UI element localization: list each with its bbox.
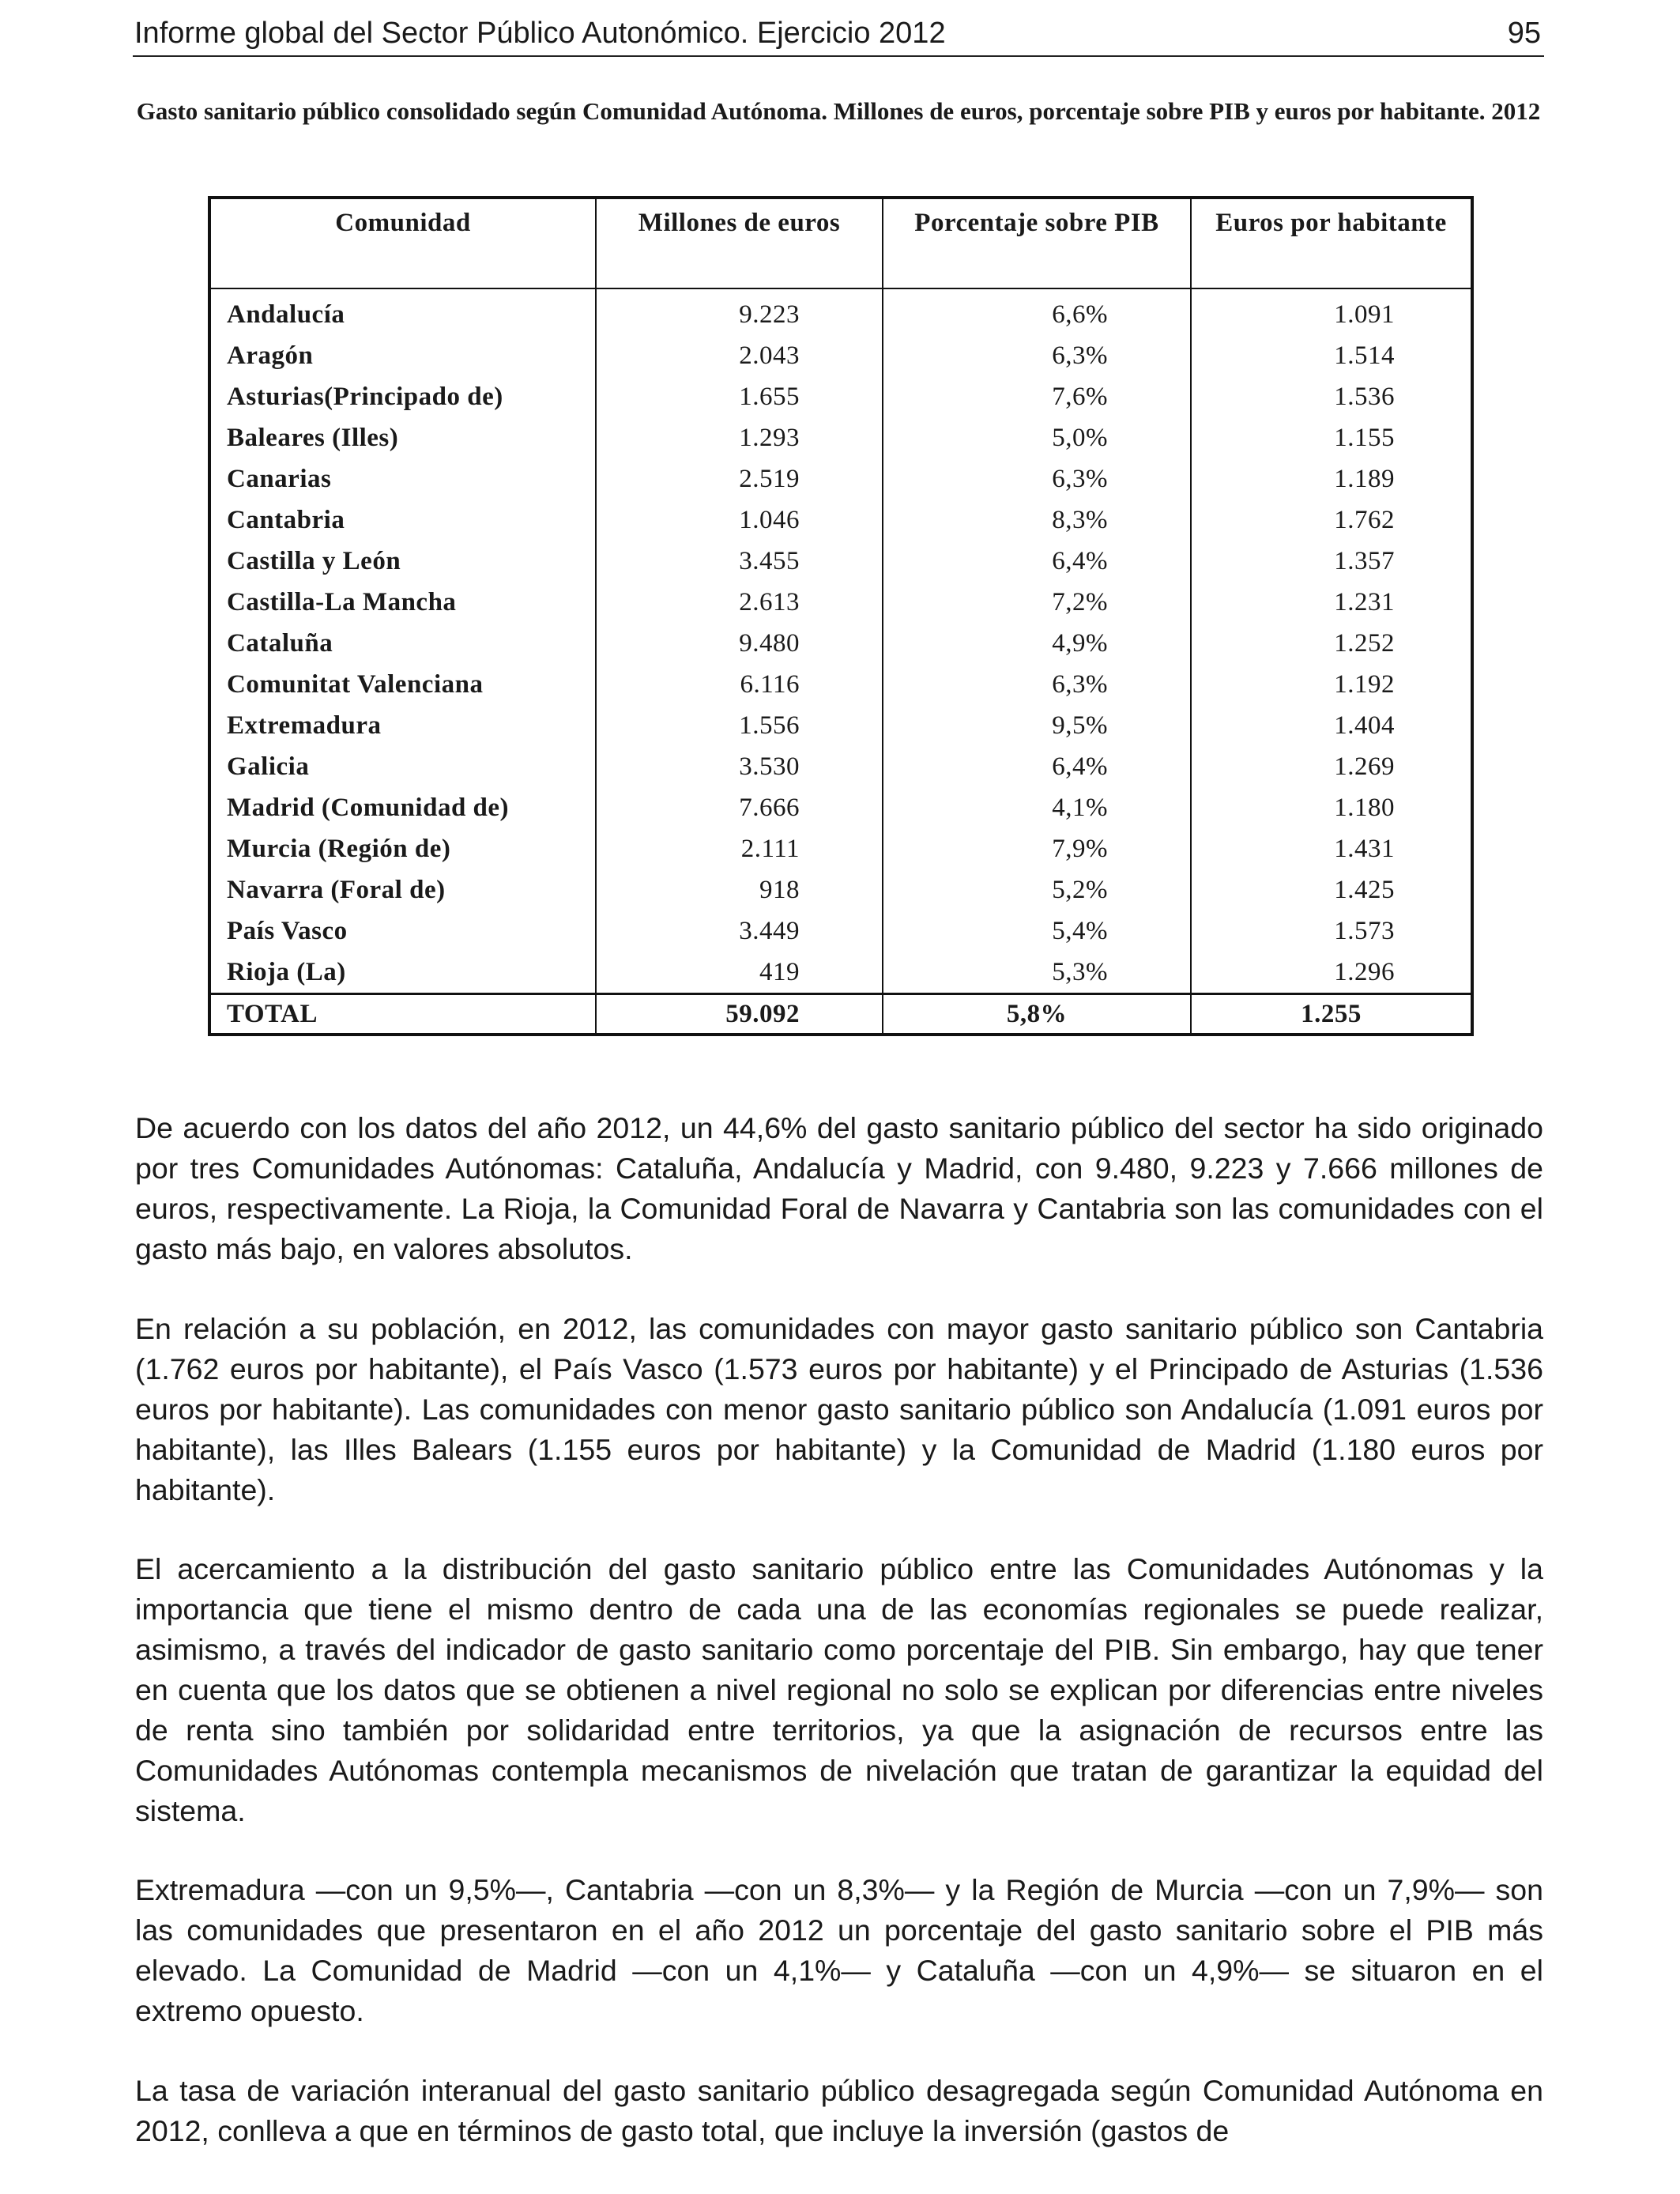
cell-millones: 3.455 (596, 541, 883, 582)
cell-comunidad: Extremadura (209, 705, 596, 746)
cell-pib: 6,3% (883, 664, 1191, 705)
cell-comunidad: Aragón (209, 335, 596, 376)
cell-pib: 6,4% (883, 746, 1191, 787)
cell-pib: 7,9% (883, 828, 1191, 869)
total-label: TOTAL (209, 994, 596, 1035)
table-row (209, 910, 1472, 952)
table-caption: Gasto sanitario público consolidado según Comunidad Autónoma. Millones de euros, porcentaje sobre PIB y euros por habitante. 2012 (136, 97, 1541, 125)
cell-comunidad: País Vasco (209, 910, 596, 952)
cell-millones: 1.293 (596, 417, 883, 458)
cell-habitante: 1.425 (1191, 869, 1472, 910)
cell-pib: 7,6% (883, 376, 1191, 417)
table-row (209, 376, 1472, 417)
table-row (209, 952, 1472, 994)
table-row (209, 787, 1472, 828)
cell-millones: 3.449 (596, 910, 883, 952)
cell-millones: 3.530 (596, 746, 883, 787)
cell-habitante: 1.296 (1191, 952, 1472, 994)
cell-comunidad: Comunitat Valenciana (209, 664, 596, 705)
table-row (209, 499, 1472, 541)
cell-comunidad: Castilla y León (209, 541, 596, 582)
cell-pib: 4,9% (883, 623, 1191, 664)
paragraph-5: La tasa de variación interanual del gasto sanitario público desagregada según Comunidad Autónoma en 2012, conlleva a que en términos de gasto total, que incluye la inversión (gastos de (135, 2074, 1543, 2147)
cell-habitante: 1.404 (1191, 705, 1472, 746)
cell-pib: 6,4% (883, 541, 1191, 582)
cell-comunidad: Cantabria (209, 499, 596, 541)
cell-habitante: 1.192 (1191, 664, 1472, 705)
cell-millones: 1.556 (596, 705, 883, 746)
paragraph-1: De acuerdo con los datos del año 2012, un 44,6% del gasto sanitario público del sector ha sido originado por tres Comunidades Autónomas: Cataluña, Andalucía y Madrid, con 9.480, 9.223 y 7.666 millones de euros, respectivamente. La Rioja, la Comunidad Foral de Navarra y Cantabria son las comunidades con el gasto más bajo, en valores absolutos. (135, 1111, 1543, 1265)
total-habitante: 1.255 (1191, 994, 1472, 1035)
table-row (209, 417, 1472, 458)
table-header-row (209, 198, 1472, 288)
table-body (209, 288, 1472, 1035)
cell-habitante: 1.155 (1191, 417, 1472, 458)
cell-habitante: 1.514 (1191, 335, 1472, 376)
cell-millones: 419 (596, 952, 883, 994)
cell-comunidad: Baleares (Illes) (209, 417, 596, 458)
paragraph-3: El acercamiento a la distribución del gasto sanitario público entre las Comunidades Autónomas y la importancia que tiene el mismo dentro de cada una de las economías regionales se puede realizar, asimismo, a través del indicador de gasto sanitario como porcentaje del PIB. Sin embargo, hay que tener en cuenta que los datos que se obtienen a nivel regional no solo se explican por diferencias entre niveles de renta sino también por solidaridad entre territorios, ya que la asignación de recursos entre las Comunidades Autónomas contempla mecanismos de nivelación que tratan de garantizar la equidad del sistema. (135, 1552, 1543, 1827)
cell-habitante: 1.189 (1191, 458, 1472, 499)
cell-pib: 5,0% (883, 417, 1191, 458)
cell-pib: 5,4% (883, 910, 1191, 952)
column-header-comunidad: Comunidad (209, 198, 596, 288)
table-row (209, 664, 1472, 705)
cell-pib: 9,5% (883, 705, 1191, 746)
column-header-millones: Millones de euros (596, 198, 883, 288)
table-row (209, 582, 1472, 623)
cell-pib: 6,3% (883, 335, 1191, 376)
table-row (209, 623, 1472, 664)
column-header-habitante: Euros por habitante (1191, 198, 1472, 288)
cell-habitante: 1.180 (1191, 787, 1472, 828)
table-row (209, 828, 1472, 869)
paragraph-4: Extremadura —con un 9,5%—, Cantabria —con un 8,3%— y la Región de Murcia —con un 7,9%— son las comunidades que presentaron en el año 2012 un porcentaje del gasto sanitario sobre el PIB más elevado. La Comunidad de Madrid —con un 4,1%— y Cataluña —con un 4,9%— se situaron en el extremo opuesto. (135, 1873, 1543, 2027)
cell-pib: 5,2% (883, 869, 1191, 910)
column-header-pib: Porcentaje sobre PIB (883, 198, 1191, 288)
page-number: 95 (1507, 17, 1541, 50)
table-row-total (209, 994, 1472, 1035)
cell-comunidad: Madrid (Comunidad de) (209, 787, 596, 828)
table-row (209, 746, 1472, 787)
cell-habitante: 1.231 (1191, 582, 1472, 623)
cell-habitante: 1.091 (1191, 288, 1472, 335)
cell-pib: 8,3% (883, 499, 1191, 541)
total-millones: 59.092 (596, 994, 883, 1035)
cell-millones: 2.613 (596, 582, 883, 623)
cell-comunidad: Galicia (209, 746, 596, 787)
table-row (209, 705, 1472, 746)
cell-millones: 2.519 (596, 458, 883, 499)
cell-comunidad: Castilla-La Mancha (209, 582, 596, 623)
cell-habitante: 1.536 (1191, 376, 1472, 417)
cell-habitante: 1.357 (1191, 541, 1472, 582)
paragraph-2: En relación a su población, en 2012, las comunidades con mayor gasto sanitario público son Cantabria (1.762 euros por habitante), el País Vasco (1.573 euros por habitante) y el Principado de Asturias (1.536 euros por habitante). Las comunidades con menor gasto sanitario público son Andalucía (1.091 euros por habitante), las Illes Balears (1.155 euros por habitante) y la Comunidad de Madrid (1.180 euros por habitante). (135, 1312, 1543, 1506)
cell-habitante: 1.431 (1191, 828, 1472, 869)
cell-comunidad: Rioja (La) (209, 952, 596, 994)
cell-comunidad: Navarra (Foral de) (209, 869, 596, 910)
cell-comunidad: Cataluña (209, 623, 596, 664)
health-spending-table (208, 196, 1474, 1036)
cell-millones: 6.116 (596, 664, 883, 705)
cell-millones: 7.666 (596, 787, 883, 828)
cell-millones: 9.480 (596, 623, 883, 664)
cell-pib: 7,2% (883, 582, 1191, 623)
cell-millones: 9.223 (596, 288, 883, 335)
cell-pib: 6,6% (883, 288, 1191, 335)
cell-habitante: 1.573 (1191, 910, 1472, 952)
cell-pib: 4,1% (883, 787, 1191, 828)
header-title: Informe global del Sector Público Autonómico. Ejercicio 2012 (134, 17, 946, 50)
table-row (209, 335, 1472, 376)
cell-pib: 6,3% (883, 458, 1191, 499)
cell-habitante: 1.762 (1191, 499, 1472, 541)
cell-comunidad: Canarias (209, 458, 596, 499)
total-pib: 5,8% (883, 994, 1191, 1035)
cell-millones: 2.111 (596, 828, 883, 869)
table-row (209, 458, 1472, 499)
cell-millones: 1.046 (596, 499, 883, 541)
cell-millones: 2.043 (596, 335, 883, 376)
cell-habitante: 1.269 (1191, 746, 1472, 787)
table-row (209, 541, 1472, 582)
running-header (133, 11, 1544, 57)
table-row (209, 869, 1472, 910)
cell-comunidad: Murcia (Región de) (209, 828, 596, 869)
cell-comunidad: Asturias(Principado de) (209, 376, 596, 417)
cell-pib: 5,3% (883, 952, 1191, 994)
cell-habitante: 1.252 (1191, 623, 1472, 664)
cell-millones: 918 (596, 869, 883, 910)
cell-millones: 1.655 (596, 376, 883, 417)
cell-comunidad: Andalucía (209, 288, 596, 335)
table-row (209, 288, 1472, 335)
